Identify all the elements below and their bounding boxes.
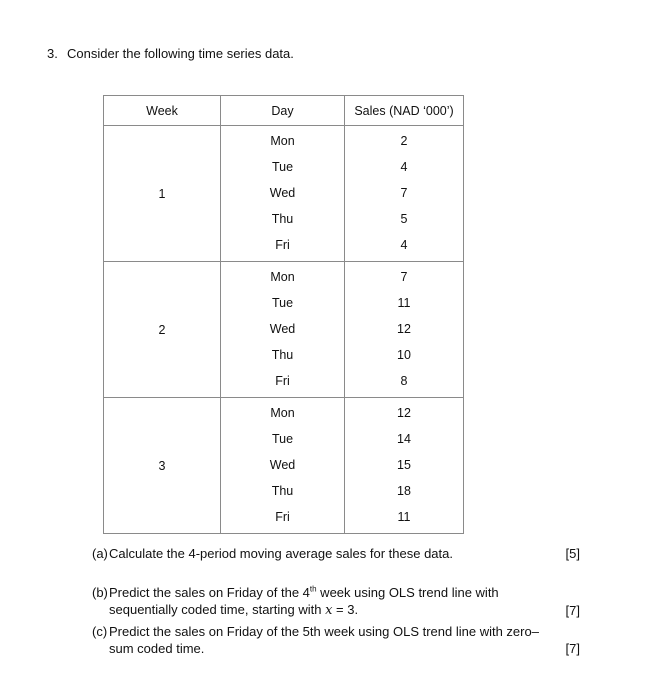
- part-letter: (b): [92, 585, 108, 600]
- sales-cell: 4: [400, 160, 408, 174]
- part-a: [92, 545, 580, 562]
- sales-cell: 8: [400, 374, 408, 388]
- question-text: Consider the following time series data.: [67, 46, 294, 61]
- header-day: Day: [221, 96, 345, 126]
- day-cell: Wed: [269, 322, 296, 336]
- day-cell-group: [221, 126, 345, 262]
- day-cell: Wed: [269, 458, 296, 472]
- sales-cell: 10: [397, 348, 411, 362]
- day-cell-group: [221, 398, 345, 534]
- day-cell: Tue: [271, 296, 294, 310]
- day-cell-group: [221, 262, 345, 398]
- part-text: Calculate the 4-period moving average sales for these data.: [109, 546, 453, 561]
- sales-cell-group: [345, 398, 464, 534]
- sales-cell: 12: [397, 322, 411, 336]
- week-cell: 1: [104, 126, 221, 262]
- table-row-week-2: [104, 262, 464, 398]
- day-cell: Mon: [270, 270, 295, 284]
- sales-cell: 11: [397, 510, 411, 524]
- sales-cell-group: [345, 262, 464, 398]
- part-text-end: = 3.: [332, 602, 359, 617]
- day-cell: Thu: [271, 212, 294, 226]
- day-cell: Fri: [275, 510, 290, 524]
- part-text: Predict the sales on Friday of the 4: [109, 585, 310, 600]
- day-cell: Mon: [270, 134, 295, 148]
- header-week: Week: [104, 96, 221, 126]
- table-row-week-1: [104, 126, 464, 262]
- sales-cell: 5: [400, 212, 408, 226]
- part-b: [92, 584, 580, 619]
- question-parts: [92, 545, 580, 679]
- day-cell: Thu: [271, 484, 294, 498]
- week-cell: 3: [104, 398, 221, 534]
- sales-cell: 18: [397, 484, 411, 498]
- sales-cell: 14: [397, 432, 411, 446]
- sales-cell: 7: [400, 270, 408, 284]
- header-sales: Sales (NAD ‘000’): [345, 96, 464, 126]
- sales-cell: 4: [400, 238, 408, 252]
- day-cell: Thu: [271, 348, 294, 362]
- part-letter: (c): [92, 624, 108, 639]
- sales-cell: 12: [397, 406, 411, 420]
- part-c: [92, 623, 580, 657]
- marks-label: [5]: [565, 546, 580, 561]
- week-cell: 2: [104, 262, 221, 398]
- marks-label: [7]: [565, 603, 580, 618]
- marks-label: [7]: [565, 641, 580, 656]
- sales-cell: 11: [397, 296, 411, 310]
- part-text: Predict the sales on Friday of the 5th week using OLS trend line with zero–sum coded time.: [109, 624, 539, 656]
- table-header-row: [104, 96, 464, 126]
- time-series-table: [103, 95, 464, 534]
- day-cell: Wed: [269, 186, 296, 200]
- day-cell: Tue: [271, 432, 294, 446]
- table-row-week-3: [104, 398, 464, 534]
- question-heading: [47, 46, 294, 61]
- sales-cell: 7: [400, 186, 408, 200]
- part-text-continued: week using OLS trend line with sequentially coded time, starting with: [109, 585, 499, 617]
- sales-cell: 15: [397, 458, 411, 472]
- ordinal-suffix: th: [309, 584, 317, 594]
- day-cell: Mon: [270, 406, 295, 420]
- day-cell: Fri: [275, 238, 290, 252]
- day-cell: Fri: [275, 374, 290, 388]
- question-number: 3.: [47, 46, 58, 61]
- part-letter: (a): [92, 546, 108, 561]
- sales-cell-group: [345, 126, 464, 262]
- day-cell: Tue: [271, 160, 294, 174]
- sales-cell: 2: [400, 134, 408, 148]
- math-variable: x: [325, 603, 333, 618]
